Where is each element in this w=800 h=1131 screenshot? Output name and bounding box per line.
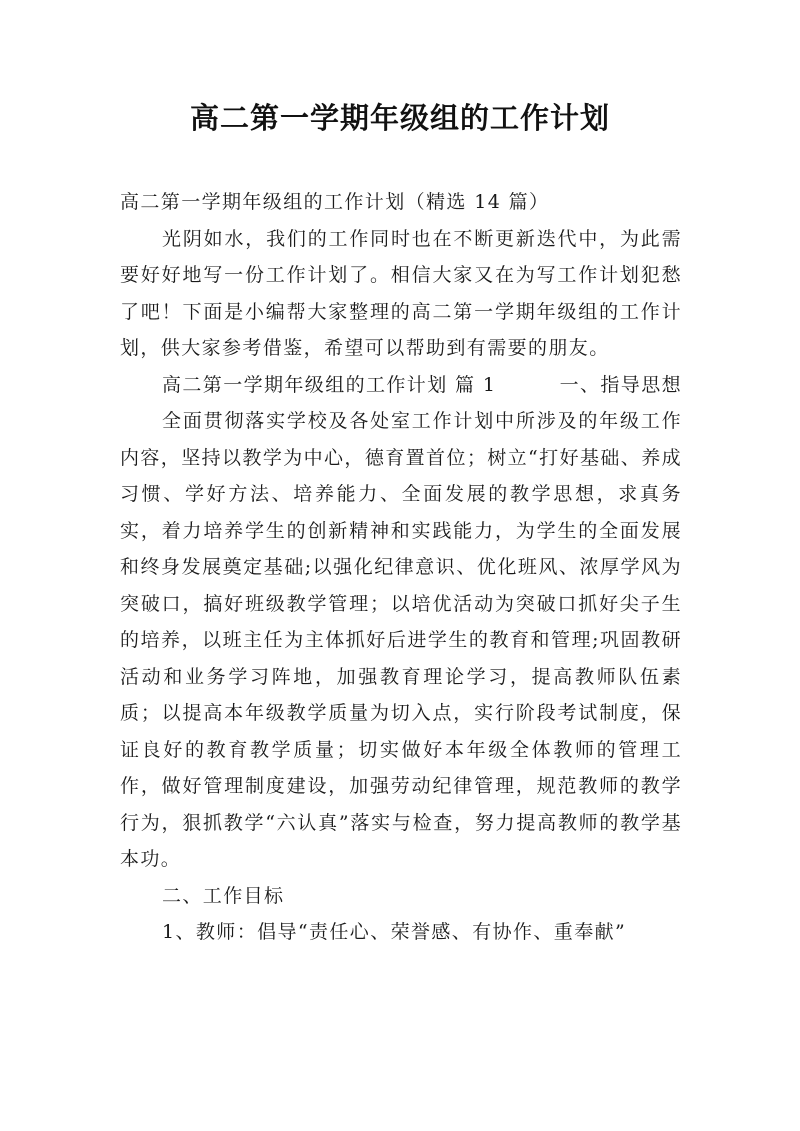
intro-paragraph: 光阴如水，我们的工作同时也在不断更新迭代中，为此需要好好地写一份工作计划了。相信大家又在为写工作计划犯愁了吧！下面是小编帮大家整理的高二第一学期年级组的工作计划，供大家参考借鉴，希望可以帮助到有需要的朋友。 — [120, 227, 682, 359]
list-item-teachers: 1、教师：倡导“责任心、荣誉感、有协作、重奉献” — [162, 921, 627, 943]
section1-paragraph: 全面贯彻落实学校及各处室工作计划中所涉及的年级工作内容，坚持以教学为中心，德育置首位；树立“打好基础、养成习惯、学好方法、培养能力、全面发展的教学思想，求真务实，着力培养学生的创新精神和实践能力，为学生的全面发展和终身发展奠定基础;以强化纪律意识、优化班风、浓厚学风为突破口，搞好班级教学管理；以培优活动为突破口抓好尖子生的培养，以班主任为主体抓好后进学生的教育和管理;巩固教研活动和业务学习阵地，加强教育理论学习，提高教师队伍素质；以提高本年级教学质量为切入点，实行阶段考试制度，保证良好的教育教学质量；切实做好本年级全体教师的管理工作，做好管理制度建设，加强劳动纪律管理，规范教师的教学行为，狠抓教学“六认真”落实与检查，努力提高教师的教学基本功。 — [120, 410, 682, 870]
document-body — [120, 184, 682, 951]
article-heading-line — [120, 367, 682, 404]
document-title: 高二第一学期年级组的工作计划 — [189, 101, 610, 135]
document-subtitle: 高二第一学期年级组的工作计划（精选 14 篇） — [120, 191, 550, 213]
section2-heading: 二、工作目标 — [162, 884, 285, 907]
section1-heading: 一、指导思想 — [559, 373, 682, 396]
article-heading: 高二第一学期年级组的工作计划 篇 1 — [162, 373, 497, 396]
